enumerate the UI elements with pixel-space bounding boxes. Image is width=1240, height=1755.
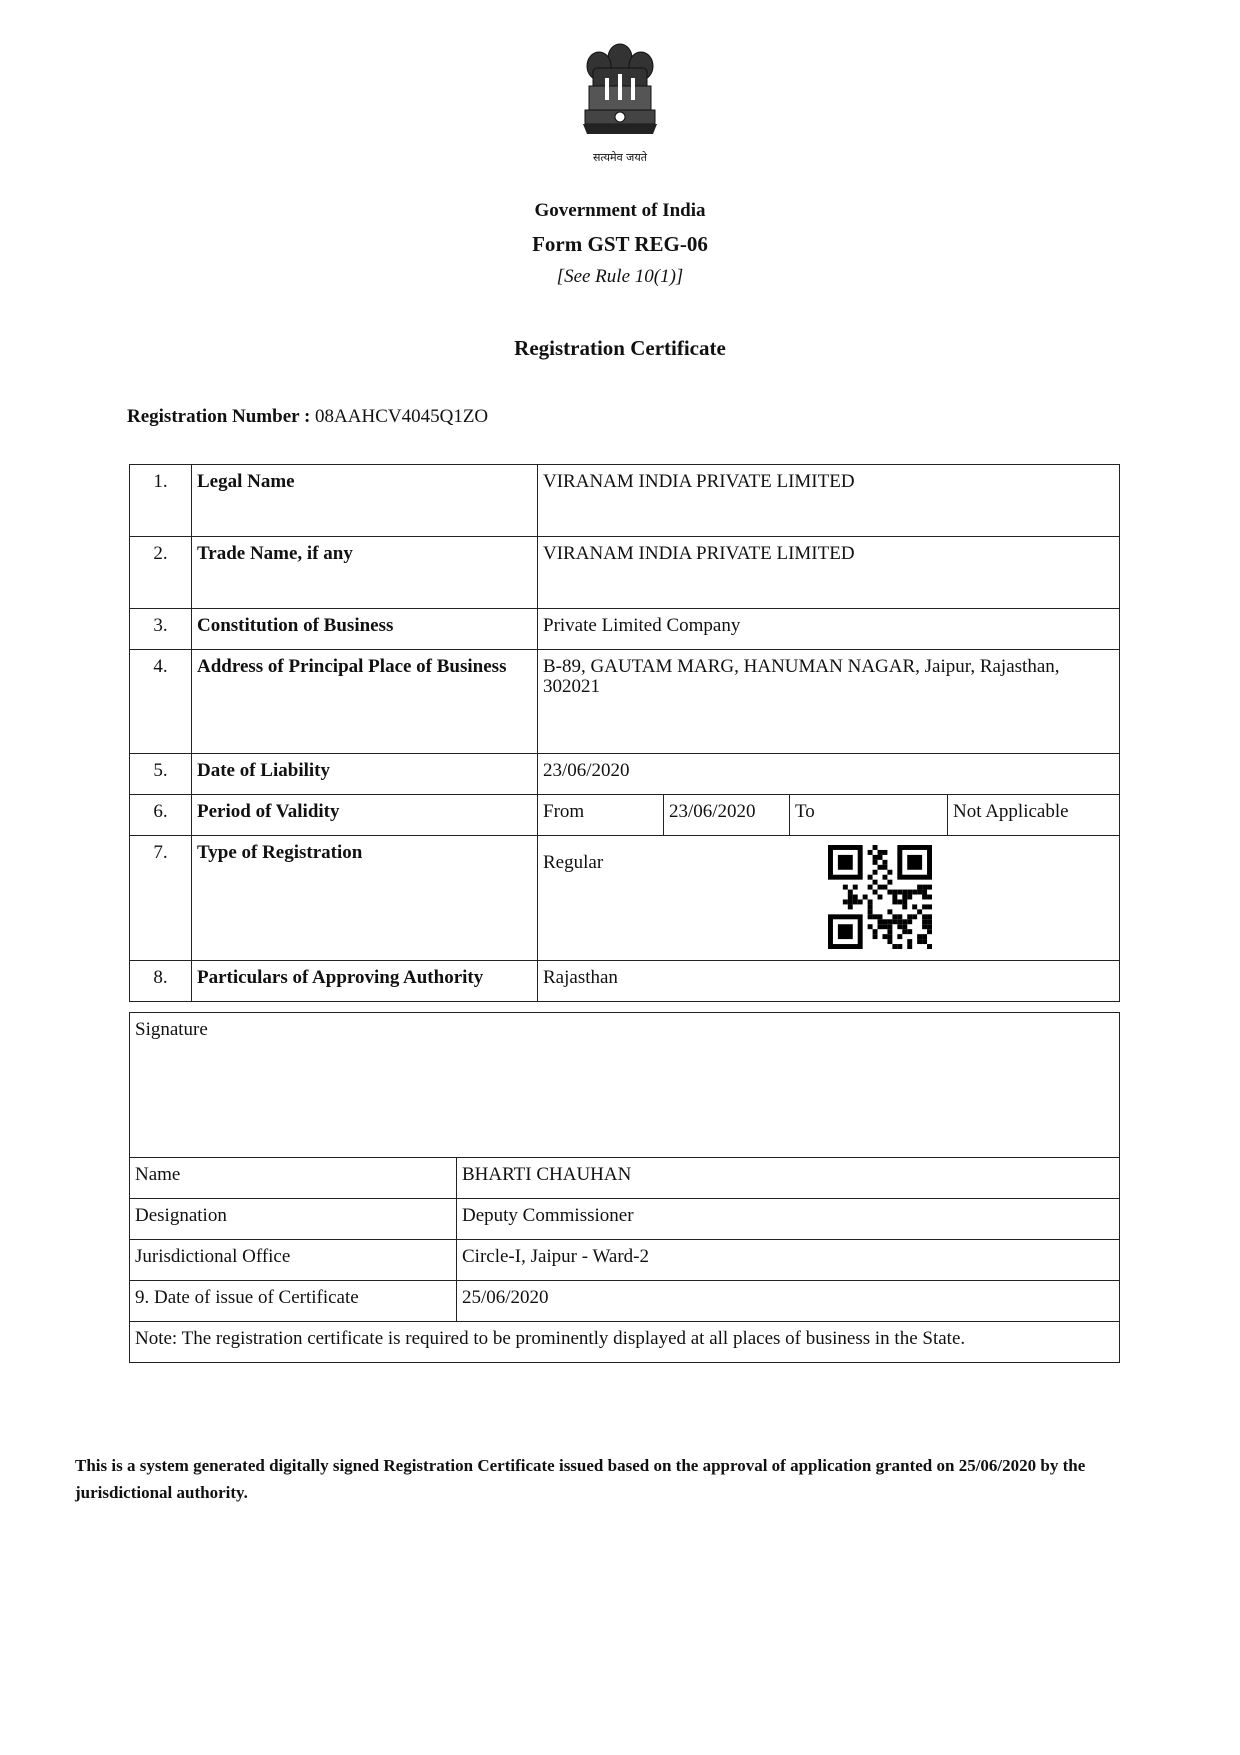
- form-title: Form GST REG-06: [532, 232, 708, 256]
- row-number: 7.: [130, 836, 192, 961]
- table-row: [130, 609, 1120, 650]
- designation-label: Designation: [130, 1199, 457, 1240]
- government-title: Government of India: [534, 200, 706, 221]
- registration-type-cell: [538, 836, 1120, 961]
- table-row: [130, 1013, 1120, 1158]
- name-label: Name: [130, 1158, 457, 1199]
- table-row: [130, 1281, 1120, 1322]
- row-number: 5.: [130, 754, 192, 795]
- table-row: [130, 836, 1120, 961]
- row-label: Legal Name: [192, 465, 538, 537]
- table-row: [130, 537, 1120, 609]
- name-value: BHARTI CHAUHAN: [457, 1158, 1120, 1199]
- jurisdictional-office-value: Circle-I, Jaipur - Ward-2: [457, 1240, 1120, 1281]
- row-value: 23/06/2020: [538, 754, 1120, 795]
- row-label: Particulars of Approving Authority: [192, 961, 538, 1002]
- rule-reference: [See Rule 10(1)]: [556, 266, 684, 287]
- row-number: 1.: [130, 465, 192, 537]
- jurisdictional-office-label: Jurisdictional Office: [130, 1240, 457, 1281]
- row-label: Trade Name, if any: [192, 537, 538, 609]
- row-number: 3.: [130, 609, 192, 650]
- registration-details-table: [129, 464, 1120, 1002]
- row-label: Period of Validity: [192, 795, 538, 836]
- registration-number-value: 08AAHCV4045Q1ZO: [315, 406, 489, 427]
- table-row: [130, 754, 1120, 795]
- row-value: VIRANAM INDIA PRIVATE LIMITED: [538, 465, 1120, 537]
- footer-statement: This is a system generated digitally signed Registration Certificate issued based on the approval of application granted on 25/06/2020 by the jurisdictional authority.: [75, 1456, 1086, 1503]
- row-label: Constitution of Business: [192, 609, 538, 650]
- row-value: Regular: [543, 852, 604, 873]
- row-number: 8.: [130, 961, 192, 1002]
- certificate-title: Registration Certificate: [514, 336, 726, 360]
- table-row: [130, 1199, 1120, 1240]
- row-label: Type of Registration: [192, 836, 538, 961]
- validity-from-value: 23/06/2020: [664, 795, 790, 836]
- row-value: VIRANAM INDIA PRIVATE LIMITED: [538, 537, 1120, 609]
- national-emblem-icon: [575, 38, 665, 150]
- table-row: [130, 650, 1120, 754]
- signature-table: [129, 1012, 1120, 1363]
- table-row: [130, 1158, 1120, 1199]
- qr-code-icon: [828, 845, 932, 949]
- designation-value: Deputy Commissioner: [457, 1199, 1120, 1240]
- validity-from-label: From: [538, 795, 664, 836]
- validity-to-label: To: [790, 795, 948, 836]
- table-row: [130, 1322, 1120, 1363]
- table-row: [130, 961, 1120, 1002]
- row-value: Rajasthan: [538, 961, 1120, 1002]
- row-value: B-89, GAUTAM MARG, HANUMAN NAGAR, Jaipur, Rajasthan, 302021: [538, 650, 1120, 754]
- issue-date-label: 9. Date of issue of Certificate: [130, 1281, 457, 1322]
- emblem-motto: सत्यमेव जयते: [592, 151, 647, 164]
- row-number: 4.: [130, 650, 192, 754]
- validity-to-value: Not Applicable: [948, 795, 1120, 836]
- row-number: 2.: [130, 537, 192, 609]
- signature-label: Signature: [130, 1013, 1120, 1158]
- registration-number-label: Registration Number :: [127, 406, 311, 427]
- table-row: [130, 465, 1120, 537]
- display-note: Note: The registration certificate is required to be prominently displayed at all places of business in the State.: [130, 1322, 1120, 1363]
- row-value: Private Limited Company: [538, 609, 1120, 650]
- registration-number-line: [127, 406, 488, 428]
- table-row: [130, 795, 1120, 836]
- table-row: [130, 1240, 1120, 1281]
- issue-date-value: 25/06/2020: [457, 1281, 1120, 1322]
- row-label: Date of Liability: [192, 754, 538, 795]
- row-number: 6.: [130, 795, 192, 836]
- row-label: Address of Principal Place of Business: [192, 650, 538, 754]
